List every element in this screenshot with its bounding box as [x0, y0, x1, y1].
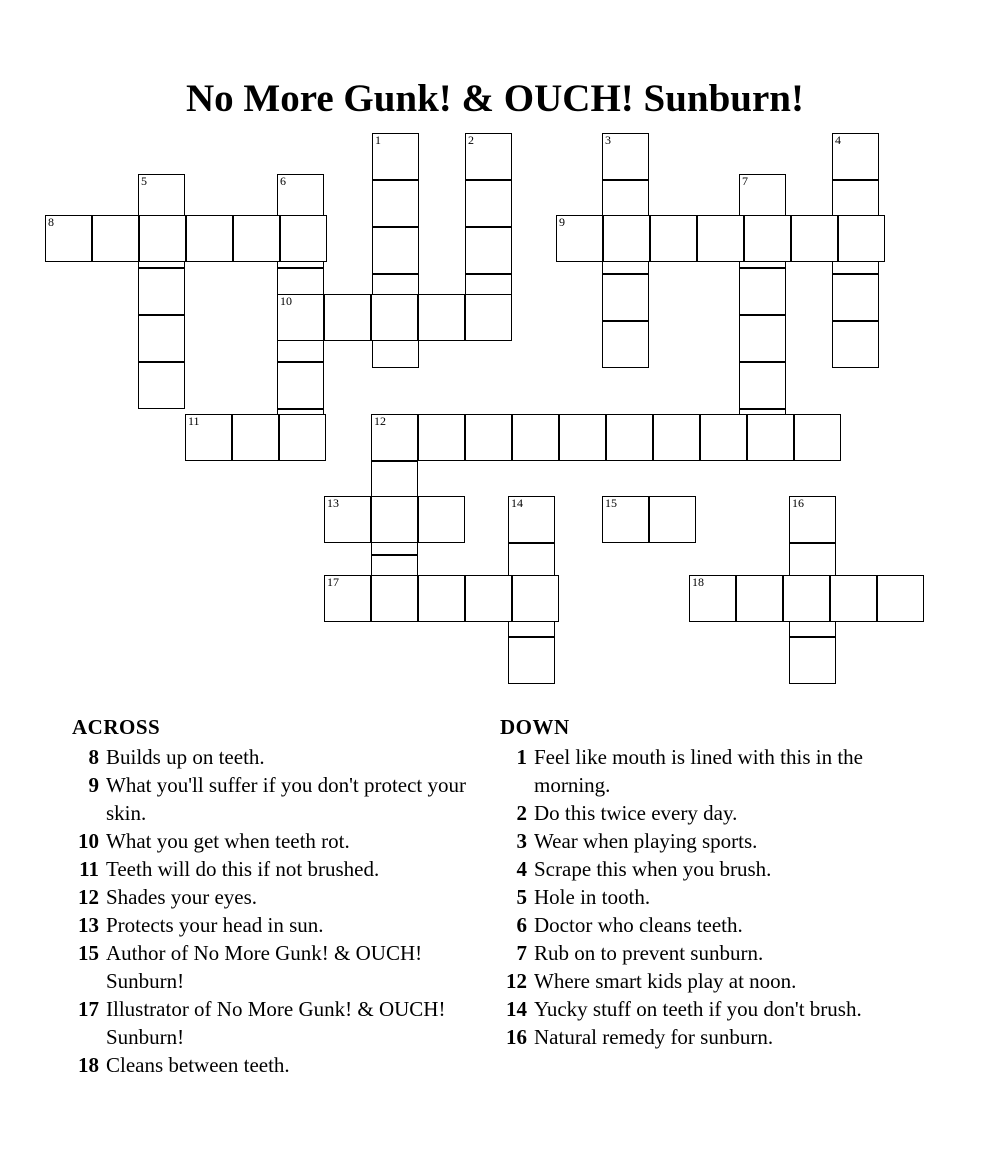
crossword-cell[interactable] — [280, 215, 327, 262]
crossword-cell[interactable] — [832, 321, 879, 368]
cell-number: 17 — [327, 575, 339, 589]
crossword-cell[interactable] — [739, 174, 786, 221]
clue-item[interactable] — [72, 883, 492, 911]
clue-text: Teeth will do this if not brushed. — [106, 857, 380, 881]
cell-number: 12 — [374, 414, 386, 428]
crossword-cell[interactable] — [324, 575, 371, 622]
crossword-cell[interactable] — [739, 362, 786, 409]
clue-text: What you'll suffer if you don't protect your skin. — [106, 773, 467, 825]
crossword-cell[interactable] — [324, 294, 371, 341]
clue-number: 13 — [78, 913, 99, 937]
clue-number: 4 — [516, 857, 527, 881]
cell-number: 15 — [605, 496, 617, 510]
clue-number: 9 — [88, 773, 99, 797]
crossword-cell[interactable] — [739, 268, 786, 315]
crossword-cell[interactable] — [277, 174, 324, 221]
cell-number: 2 — [468, 133, 474, 147]
clue-text: Scrape this when you brush. — [534, 857, 772, 881]
clue-number: 16 — [506, 1025, 527, 1049]
cell-number: 4 — [835, 133, 841, 147]
across-clue-list — [72, 743, 492, 1079]
clue-number: 12 — [78, 885, 99, 909]
crossword-cell[interactable] — [700, 414, 747, 461]
crossword-cell[interactable] — [789, 637, 836, 684]
crossword-cell[interactable] — [602, 321, 649, 368]
across-heading: ACROSS — [72, 715, 161, 739]
crossword-cell[interactable] — [277, 362, 324, 409]
cell-number: 5 — [141, 174, 147, 188]
clue-text: Wear when playing sports. — [534, 829, 758, 853]
clue-text: Natural remedy for sunburn. — [534, 1025, 774, 1049]
clue-item[interactable] — [500, 939, 920, 967]
crossword-cell[interactable] — [697, 215, 744, 262]
crossword-cell[interactable] — [45, 215, 92, 262]
crossword-cell[interactable] — [689, 575, 736, 622]
crossword-cell[interactable] — [783, 575, 830, 622]
crossword-cell[interactable] — [791, 215, 838, 262]
crossword-cell[interactable] — [838, 215, 885, 262]
crossword-cell[interactable] — [556, 215, 603, 262]
clue-text: Where smart kids play at noon. — [534, 969, 797, 993]
crossword-cell[interactable] — [232, 414, 279, 461]
clue-number: 1 — [516, 745, 527, 769]
clue-text: Builds up on teeth. — [106, 745, 265, 769]
crossword-cell[interactable] — [736, 575, 783, 622]
clue-text: Rub on to prevent sunburn. — [534, 941, 764, 965]
clue-item[interactable] — [500, 911, 920, 939]
cell-number: 6 — [280, 174, 286, 188]
clue-text: Hole in tooth. — [534, 885, 651, 909]
clue-text: What you get when teeth rot. — [106, 829, 350, 853]
crossword-cell[interactable] — [279, 414, 326, 461]
clue-text: Illustrator of No More Gunk! & OUCH! Sunburn! — [106, 997, 446, 1049]
across-clues-column — [72, 715, 492, 1079]
clue-number: 5 — [516, 885, 527, 909]
crossword-cell[interactable] — [371, 575, 418, 622]
cell-number: 11 — [188, 414, 200, 428]
crossword-cell[interactable] — [465, 180, 512, 227]
clue-item[interactable] — [500, 827, 920, 855]
crossword-cell[interactable] — [832, 133, 879, 180]
clue-number: 12 — [506, 969, 527, 993]
clue-text: Shades your eyes. — [106, 885, 258, 909]
crossword-cell[interactable] — [465, 414, 512, 461]
crossword-cell[interactable] — [233, 215, 280, 262]
clue-number: 17 — [78, 997, 99, 1021]
cell-number: 1 — [375, 133, 381, 147]
crossword-cell[interactable] — [653, 414, 700, 461]
cell-number: 13 — [327, 496, 339, 510]
crossword-cell[interactable] — [744, 215, 791, 262]
clue-item[interactable] — [72, 1051, 492, 1079]
cell-number: 3 — [605, 133, 611, 147]
cell-number: 14 — [511, 496, 523, 510]
crossword-cell[interactable] — [324, 496, 371, 543]
crossword-cell[interactable] — [508, 637, 555, 684]
crossword-cell[interactable] — [508, 496, 555, 543]
clue-number: 6 — [516, 913, 527, 937]
clue-text: Feel like mouth is lined with this in the morning. — [534, 745, 863, 797]
crossword-cell[interactable] — [602, 133, 649, 180]
clue-number: 10 — [78, 829, 99, 853]
crossword-cell[interactable] — [602, 274, 649, 321]
down-clue-list — [500, 743, 920, 1051]
crossword-cell[interactable] — [139, 215, 186, 262]
clue-item[interactable] — [500, 995, 920, 1023]
clue-item[interactable] — [72, 939, 492, 995]
clue-number: 18 — [78, 1053, 99, 1077]
cell-number: 16 — [792, 496, 804, 510]
crossword-cell[interactable] — [877, 575, 924, 622]
crossword-cell[interactable] — [794, 414, 841, 461]
crossword-cell[interactable] — [418, 414, 465, 461]
crossword-cell[interactable] — [830, 575, 877, 622]
crossword-cell[interactable] — [465, 575, 512, 622]
crossword-cell[interactable] — [465, 227, 512, 274]
clue-item[interactable] — [72, 827, 492, 855]
clue-item[interactable] — [500, 967, 920, 995]
clue-number: 11 — [79, 857, 99, 881]
crossword-cell[interactable] — [418, 294, 465, 341]
clue-number: 15 — [78, 941, 99, 965]
crossword-cell[interactable] — [418, 496, 465, 543]
crossword-cell[interactable] — [606, 414, 653, 461]
clue-item[interactable] — [500, 883, 920, 911]
cell-number: 9 — [559, 215, 565, 229]
clue-number: 3 — [516, 829, 527, 853]
clue-item[interactable] — [500, 743, 920, 799]
clue-number: 7 — [516, 941, 527, 965]
crossword-cell[interactable] — [512, 414, 559, 461]
crossword-cell[interactable] — [372, 133, 419, 180]
clue-number: 14 — [506, 997, 527, 1021]
clue-item[interactable] — [500, 799, 920, 827]
crossword-cell[interactable] — [739, 315, 786, 362]
clue-text: Doctor who cleans teeth. — [534, 913, 743, 937]
clue-item[interactable] — [72, 995, 492, 1051]
clue-item[interactable] — [72, 743, 492, 771]
clue-item[interactable] — [72, 855, 492, 883]
page-title: No More Gunk! & OUCH! Sunburn! — [186, 77, 804, 121]
cell-number: 18 — [692, 575, 704, 589]
crossword-cell[interactable] — [650, 215, 697, 262]
crossword-cell[interactable] — [418, 575, 465, 622]
clue-item[interactable] — [72, 911, 492, 939]
crossword-cell[interactable] — [559, 414, 606, 461]
clue-item[interactable] — [500, 855, 920, 883]
crossword-cell[interactable] — [512, 575, 559, 622]
crossword-cell[interactable] — [138, 174, 185, 221]
cell-number: 10 — [280, 294, 292, 308]
crossword-cell[interactable] — [92, 215, 139, 262]
crossword-cell[interactable] — [603, 215, 650, 262]
cell-number: 8 — [48, 215, 54, 229]
crossword-cell[interactable] — [649, 496, 696, 543]
crossword-cell[interactable] — [371, 496, 418, 543]
crossword-cell[interactable] — [372, 180, 419, 227]
clue-text: Cleans between teeth. — [106, 1053, 290, 1077]
crossword-cell[interactable] — [602, 496, 649, 543]
crossword-cell[interactable] — [465, 133, 512, 180]
crossword-cell[interactable] — [371, 294, 418, 341]
crossword-cell[interactable] — [138, 268, 185, 315]
crossword-cell[interactable] — [747, 414, 794, 461]
crossword-cell[interactable] — [277, 294, 324, 341]
crossword-cell[interactable] — [371, 414, 418, 461]
clue-text: Do this twice every day. — [534, 801, 738, 825]
down-clues-column — [500, 715, 920, 1051]
crossword-cell[interactable] — [789, 496, 836, 543]
clue-number: 2 — [516, 801, 527, 825]
crossword-cell[interactable] — [372, 227, 419, 274]
crossword-cell[interactable] — [465, 294, 512, 341]
crossword-cell[interactable] — [185, 414, 232, 461]
crossword-cell[interactable] — [138, 362, 185, 409]
clue-text: Protects your head in sun. — [106, 913, 324, 937]
cell-number: 7 — [742, 174, 748, 188]
clue-text: Yucky stuff on teeth if you don't brush. — [534, 997, 862, 1021]
crossword-cell[interactable] — [138, 315, 185, 362]
clue-text: Author of No More Gunk! & OUCH! Sunburn! — [106, 941, 423, 993]
crossword-cell[interactable] — [186, 215, 233, 262]
clue-number: 8 — [88, 745, 99, 769]
crossword-cell[interactable] — [832, 274, 879, 321]
down-heading: DOWN — [500, 715, 570, 739]
clue-item[interactable] — [72, 771, 492, 827]
clue-item[interactable] — [500, 1023, 920, 1051]
